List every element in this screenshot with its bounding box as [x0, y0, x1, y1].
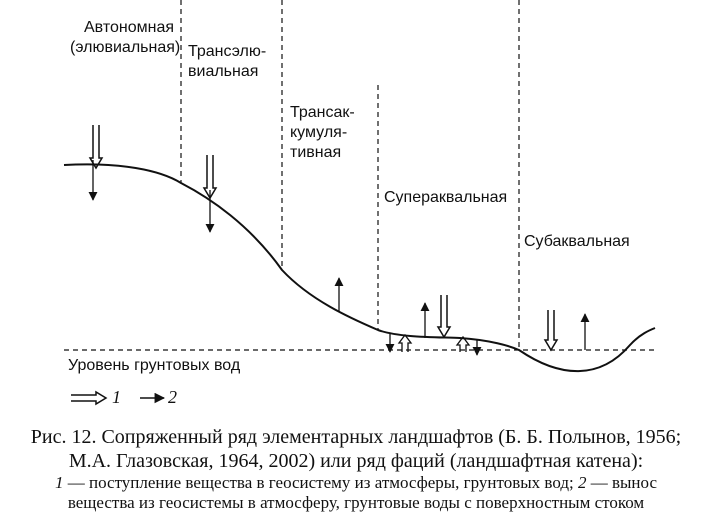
- figure-caption-title: [6, 425, 706, 473]
- caption-legend-line-2: вещества из геосистемы в атмосферу, грунтовые воды с поверхностным стоком: [67, 493, 645, 512]
- caption-title-line-2: М.А. Глазовская, 1964, 2002) или ряд фаций (ландшафтная катена):: [68, 450, 644, 472]
- zone-label-autonomous: Автономная: [84, 19, 174, 36]
- caption-legend-text-2: — вынос: [586, 473, 657, 492]
- figure-caption-legend: [6, 473, 706, 513]
- zone-label-transaccumulative-3: тивная: [290, 144, 342, 161]
- zone-label-transaccumulative: Трансак-: [290, 104, 355, 121]
- inflow-arrow: [545, 310, 557, 350]
- terrain-profile: [64, 164, 655, 371]
- zone-label-subaqual: Субаквальная: [524, 233, 630, 250]
- caption-title-line-1: Рис. 12. Сопряженный ряд элементарных ландшафтов (Б. Б. Полынов, 1956;: [30, 426, 682, 448]
- zone-label-transeluvial: Трансэлю-: [188, 43, 267, 60]
- inflow-arrow: [90, 125, 102, 168]
- caption-legend-num-2: 2: [577, 473, 587, 492]
- legend-number-2: 2: [168, 387, 177, 407]
- caption-legend-num-1: 1: [55, 473, 64, 492]
- zone-label-transaccumulative-2: кумуля-: [290, 124, 348, 141]
- legend-double-arrow-icon: [71, 392, 106, 404]
- zone-label-superaqual: Супераквальная: [384, 189, 508, 206]
- caption-legend-line-1: [6, 473, 706, 493]
- inflow-arrow: [438, 295, 450, 337]
- legend-number-1: 1: [112, 387, 121, 407]
- zone-label-autonomous-sub: (элювиальная): [70, 39, 181, 56]
- zone-label-transeluvial-2: виальная: [188, 63, 259, 80]
- groundwater-level-label: Уровень грунтовых вод: [68, 357, 241, 374]
- caption-legend-text-1: — поступление вещества в геосистему из атмосферы, грунтовых вод;: [63, 473, 578, 492]
